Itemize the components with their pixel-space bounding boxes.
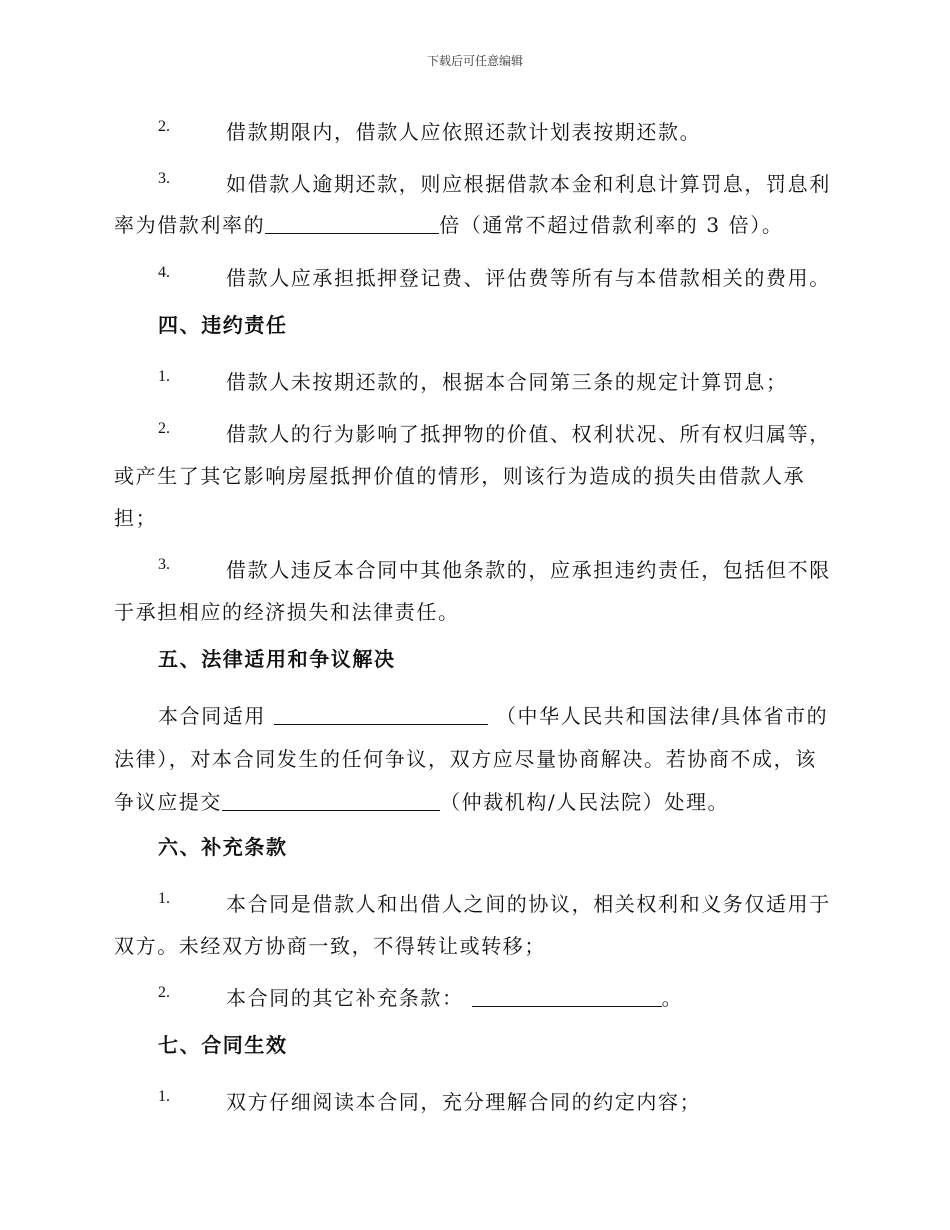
item-number: 2. <box>158 984 170 1001</box>
clause-text: 借款期限内，借款人应依照还款计划表按期还款。 <box>226 120 702 144</box>
item-number: 3. <box>158 556 170 573</box>
clause-text-part: 。 <box>661 986 684 1010</box>
page-header: 下载后可任意编辑 <box>426 54 523 68</box>
item-number: 1. <box>158 1088 170 1105</box>
section-heading: 六、补充条款 <box>158 835 288 859</box>
item-number: 2. <box>158 118 170 135</box>
clause-text <box>114 786 729 815</box>
section-heading: 五、法律适用和争议解决 <box>158 647 396 671</box>
clause-text <box>114 209 783 238</box>
section-heading: 七、合同生效 <box>158 1033 288 1057</box>
clause-text: 本合同是借款人和出借人之间的协议，相关权利和义务仅适用于 <box>226 892 831 916</box>
item-number: 1. <box>158 368 170 385</box>
section-heading: 四、违约责任 <box>158 313 288 337</box>
clause-text-part: 本合同适用 <box>158 704 266 728</box>
fill-blank-supplementary-terms[interactable] <box>472 984 662 1007</box>
clause-text-part: 本合同的其它补充条款： <box>226 986 464 1010</box>
clause-text: 担； <box>114 506 158 530</box>
clause-text: 如借款人逾期还款，则应根据借款本金和利息计算罚息，罚息利 <box>226 172 831 196</box>
clause-text: 双方。未经双方协商一致，不得转让或转移； <box>114 934 546 958</box>
clause-text: 借款人应承担抵押登记费、评估费等所有与本借款相关的费用。 <box>226 266 831 290</box>
clause-text: 双方仔细阅读本合同，充分理解合同的约定内容； <box>226 1090 702 1114</box>
item-number: 3. <box>158 170 170 187</box>
item-number: 2. <box>158 420 170 437</box>
clause-text: 借款人的行为影响了抵押物的价值、权利状况、所有权归属等， <box>226 422 831 446</box>
item-number: 4. <box>158 264 170 281</box>
fill-blank-dispute-body[interactable] <box>222 788 440 811</box>
clause-text <box>158 700 828 729</box>
clause-text: 于承担相应的经济损失和法律责任。 <box>114 600 460 624</box>
clause-text: 借款人违反本合同中其他条款的，应承担违约责任，包括但不限 <box>226 558 831 582</box>
clause-text: 或产生了其它影响房屋抵押价值的情形，则该行为造成的损失由借款人承 <box>114 464 806 488</box>
clause-text: 借款人未按期还款的，根据本合同第三条的规定计算罚息； <box>226 370 788 394</box>
item-number: 1. <box>158 890 170 907</box>
clause-text-part: 争议应提交 <box>114 790 222 814</box>
fill-blank-penalty-rate[interactable] <box>265 211 439 234</box>
fill-blank-governing-law[interactable] <box>274 702 488 725</box>
clause-text <box>226 982 683 1011</box>
clause-text-part: 倍（通常不超过借款利率的 3 倍）。 <box>439 213 784 237</box>
clause-text-part: （仲裁机构/人民法院）处理。 <box>440 790 730 814</box>
clause-text: 法律），对本合同发生的任何争议，双方应尽量协商解决。若协商不成，该 <box>114 747 817 771</box>
clause-text-part: 率为借款利率的 <box>114 213 266 237</box>
clause-text-part: （中华人民共和国法律/具体省市的 <box>495 704 829 728</box>
